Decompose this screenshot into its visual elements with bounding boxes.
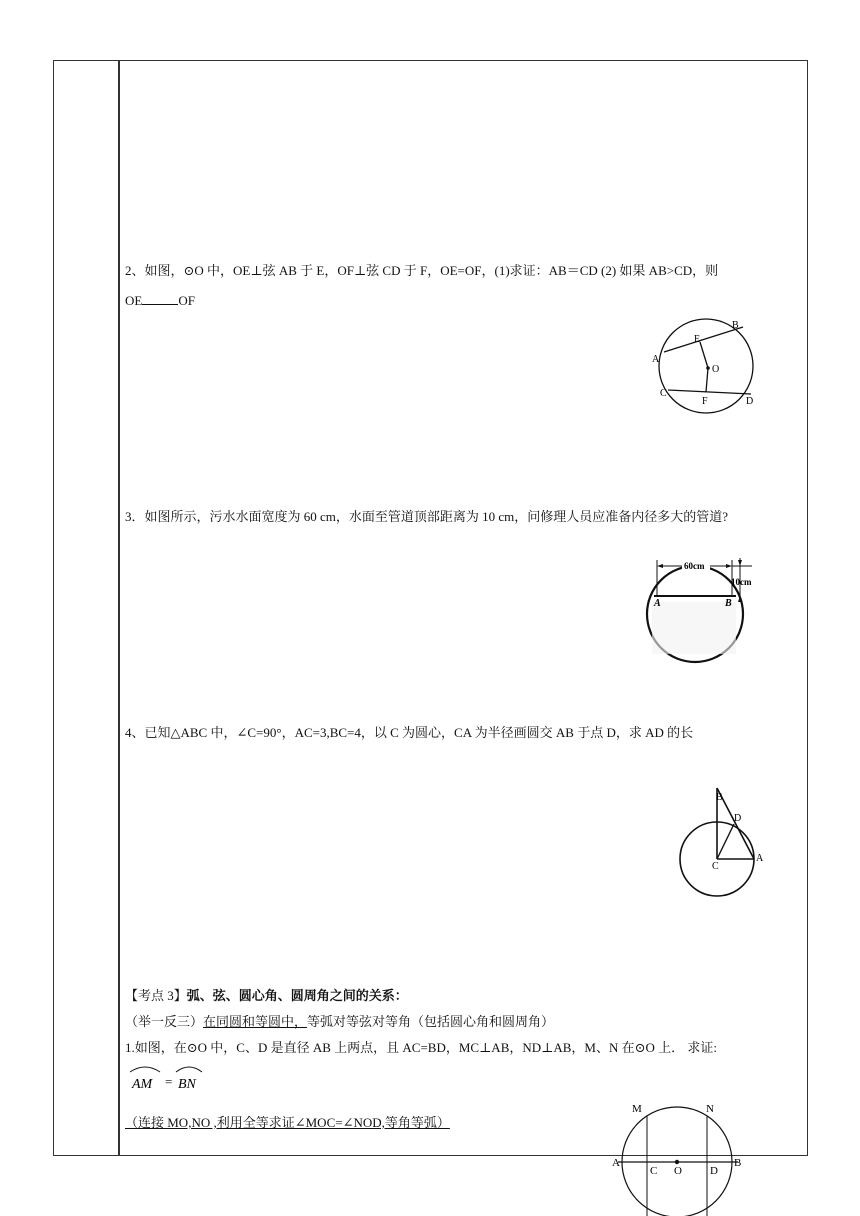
q3-arrow-right bbox=[726, 564, 732, 568]
arc-equals-sign: = bbox=[165, 1074, 173, 1089]
q2-label-e: E bbox=[694, 334, 701, 345]
q3-pipe-figure bbox=[640, 556, 770, 672]
q4-label-a: A bbox=[756, 853, 764, 864]
q4-label-d: D bbox=[734, 813, 742, 824]
kp3-label-a: A bbox=[612, 1157, 620, 1169]
q2-center-point bbox=[706, 366, 710, 370]
q2-answer-blank[interactable] bbox=[142, 293, 178, 305]
kp3-label-n: N bbox=[706, 1103, 714, 1115]
q4-label-b: B bbox=[716, 792, 723, 803]
table-column-divider bbox=[118, 60, 120, 1156]
q3-label-a: A bbox=[654, 598, 661, 609]
arc-bn-symbol bbox=[176, 1067, 202, 1072]
kp3-label-m: M bbox=[632, 1103, 642, 1115]
kp3-sub-underlined: 在同圆和等圆中， bbox=[203, 1014, 308, 1029]
q3-text: 3．如图所示，污水水面宽度为 60 cm，水面至管道顶部距离为 10 cm，问修理人员应准备内径多大的管道? bbox=[125, 509, 729, 524]
q2-oe-label: OE bbox=[125, 293, 143, 308]
kp3-circle-figure bbox=[610, 1098, 760, 1216]
kp3-heading-bold: 弧、弦、圆心角、圆周角之间的关系： bbox=[186, 988, 408, 1003]
kp3-label-c: C bbox=[650, 1165, 658, 1177]
q2-label-d: D bbox=[746, 396, 754, 407]
q2-segment-oe bbox=[700, 342, 708, 368]
q3-depth-arrow-top bbox=[738, 560, 742, 566]
q4-label-c: C bbox=[712, 861, 719, 872]
kp3-subline bbox=[125, 1013, 554, 1031]
q2-label-f: F bbox=[702, 396, 708, 407]
kp3-hint: （连接 MO,NO ,利用全等求证∠MOC=∠NOD,等角等弧） bbox=[125, 1115, 450, 1130]
q4-text: 4、已知△ABC 中，∠C=90°，AC=3,BC=4，以 C 为圆心，CA 为半径画圆交 AB 于点 D，求 AD 的长 bbox=[125, 725, 694, 740]
q3-water-region bbox=[652, 602, 736, 654]
q3-label-b: B bbox=[725, 598, 732, 609]
q3-width-label: 60cm bbox=[684, 561, 705, 571]
q3-depth-label: 10cm bbox=[731, 577, 752, 587]
arc-am-label: AM bbox=[132, 1077, 153, 1092]
kp3-arc-equation bbox=[126, 1058, 216, 1094]
q2-of-label: OF bbox=[178, 293, 195, 308]
kp3-sub-rest: 等弧对等弦对等角（包括圆心角和圆周角） bbox=[307, 1014, 555, 1029]
kp3-label-o: O bbox=[674, 1165, 682, 1177]
kp3-heading bbox=[125, 987, 408, 1005]
kp3-label-b: B bbox=[734, 1157, 742, 1169]
kp3-label-d: D bbox=[710, 1165, 718, 1177]
arc-bn-label: BN bbox=[178, 1077, 196, 1092]
q2-label-b: B bbox=[732, 320, 739, 331]
kp3-sub-prefix: （举一反三） bbox=[125, 1014, 204, 1029]
q2-label-c: C bbox=[660, 388, 667, 399]
kp3-center-point bbox=[675, 1160, 679, 1164]
q2-label-o: O bbox=[712, 364, 720, 375]
q2-chord-cd bbox=[668, 390, 751, 394]
arc-am-symbol bbox=[130, 1067, 160, 1072]
q2-label-a: A bbox=[652, 354, 660, 365]
q3-arrow-left bbox=[657, 564, 663, 568]
q4-segment-cd bbox=[717, 824, 734, 859]
kp3-problem-text: 1.如图，在⊙O 中，C、D 是直径 AB 上两点，且 AC=BD，MC⊥AB，ND⊥AB，M、N 在⊙O 上． 求证: bbox=[125, 1040, 718, 1055]
q2-segment-of bbox=[706, 368, 708, 392]
q2-text-line1: 2、如图，⊙O 中，OE⊥弦 AB 于 E，OF⊥弦 CD 于 F，OE=OF，(1)求证：AB＝CD (2) 如果 AB>CD，则 bbox=[125, 263, 719, 278]
kp3-heading-open: 【考点 3】 bbox=[125, 988, 187, 1003]
q2-circle-figure bbox=[650, 312, 770, 422]
q4-triangle-figure bbox=[670, 778, 780, 900]
q2-text-line2 bbox=[125, 292, 195, 310]
